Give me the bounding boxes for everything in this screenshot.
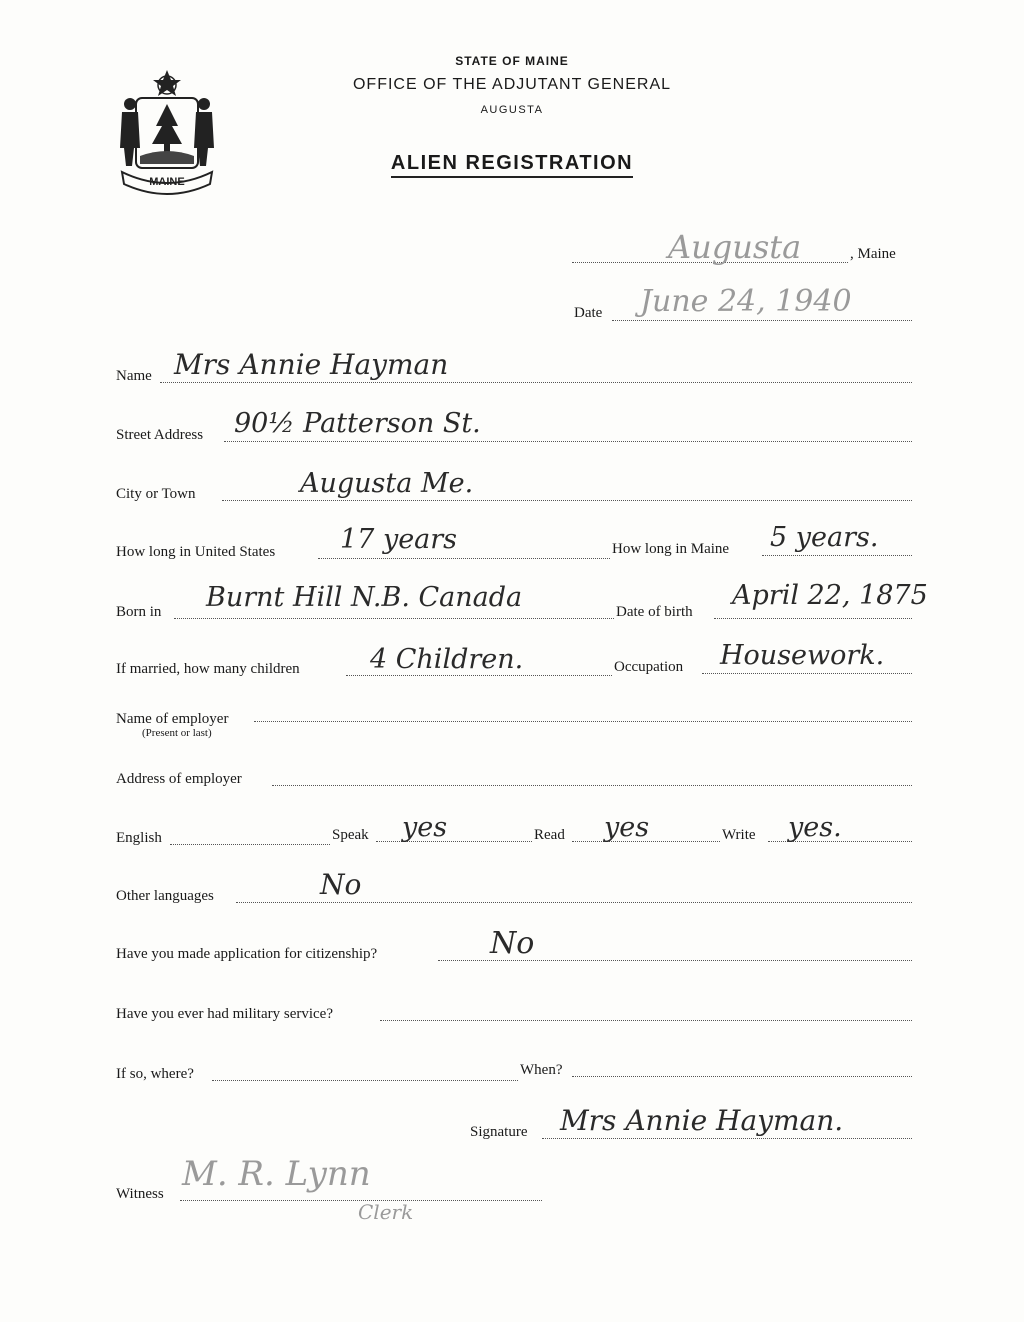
when-line xyxy=(572,1076,912,1077)
children-value: 4 Children. xyxy=(370,644,524,675)
military-line xyxy=(380,1020,912,1021)
other-languages-label: Other languages xyxy=(116,888,214,904)
employer-name-label: Name of employer xyxy=(116,711,229,727)
occupation-label: Occupation xyxy=(614,659,684,675)
born-in-label: Born in xyxy=(116,604,162,620)
employer-name-line xyxy=(254,721,912,722)
maine-label: , Maine xyxy=(850,246,896,262)
speak-label: Speak xyxy=(332,827,369,843)
other-languages-line xyxy=(236,902,912,903)
name-value: Mrs Annie Hayman xyxy=(174,348,449,381)
signature-value: Mrs Annie Hayman. xyxy=(560,1104,844,1137)
where-label: If so, where? xyxy=(116,1066,194,1082)
employer-address-label: Address of employer xyxy=(116,771,242,787)
speak-line xyxy=(376,841,532,842)
how-long-us-value: 17 years xyxy=(340,524,458,555)
employer-address-line xyxy=(272,785,912,786)
city-label: City or Town xyxy=(116,486,196,502)
how-long-maine-value: 5 years. xyxy=(770,522,879,553)
form-title: ALIEN REGISTRATION xyxy=(0,152,1024,175)
speak-value: yes xyxy=(402,812,448,843)
write-value: yes. xyxy=(788,812,842,843)
town-value: Augusta xyxy=(668,228,802,266)
date-line xyxy=(612,320,912,321)
citizenship-value: No xyxy=(490,926,535,961)
date-label: Date xyxy=(574,305,603,321)
born-in-line xyxy=(174,618,614,619)
born-in-value: Burnt Hill N.B. Canada xyxy=(206,582,523,613)
other-languages-value: No xyxy=(320,868,362,901)
when-label: When? xyxy=(520,1062,563,1078)
witness-value: M. R. Lynn xyxy=(182,1154,371,1194)
name-line xyxy=(160,382,912,383)
children-label: If married, how many children xyxy=(116,661,300,677)
how-long-maine-label: How long in Maine xyxy=(612,541,730,557)
witness-title-value: Clerk xyxy=(358,1200,414,1224)
signature-line xyxy=(542,1138,912,1139)
how-long-us-line xyxy=(318,558,610,559)
how-long-maine-line xyxy=(762,555,912,556)
witness-label: Witness xyxy=(116,1186,164,1202)
city-line xyxy=(222,500,912,501)
header-city: AUGUSTA xyxy=(480,104,544,116)
city-value: Augusta Me. xyxy=(300,468,474,499)
write-label: Write xyxy=(722,827,756,843)
header-office: OFFICE OF THE ADJUTANT GENERAL xyxy=(352,76,672,93)
street-address-line xyxy=(224,441,912,442)
svg-text:MAINE: MAINE xyxy=(149,176,185,188)
where-line xyxy=(212,1080,518,1081)
name-label: Name xyxy=(116,368,152,384)
date-value: June 24, 1940 xyxy=(640,284,852,319)
english-line xyxy=(170,844,330,845)
signature-label: Signature xyxy=(470,1124,528,1140)
header-state: STATE OF MAINE xyxy=(455,54,569,68)
english-label: English xyxy=(116,830,162,846)
street-address-value: 90½ Patterson St. xyxy=(234,408,481,439)
how-long-us-label: How long in United States xyxy=(116,544,276,560)
dob-value: April 22, 1875 xyxy=(732,580,928,611)
employer-name-sublabel: (Present or last) xyxy=(142,727,212,739)
dob-label: Date of birth xyxy=(616,604,693,620)
dob-line xyxy=(714,618,912,619)
read-value: yes xyxy=(604,812,650,843)
children-line xyxy=(346,675,612,676)
occupation-line xyxy=(702,673,912,674)
military-label: Have you ever had military service? xyxy=(116,1006,333,1022)
read-label: Read xyxy=(534,827,565,843)
street-address-label: Street Address xyxy=(116,427,204,443)
occupation-value: Housework. xyxy=(720,640,885,671)
citizenship-label: Have you made application for citizenship? xyxy=(116,946,378,962)
